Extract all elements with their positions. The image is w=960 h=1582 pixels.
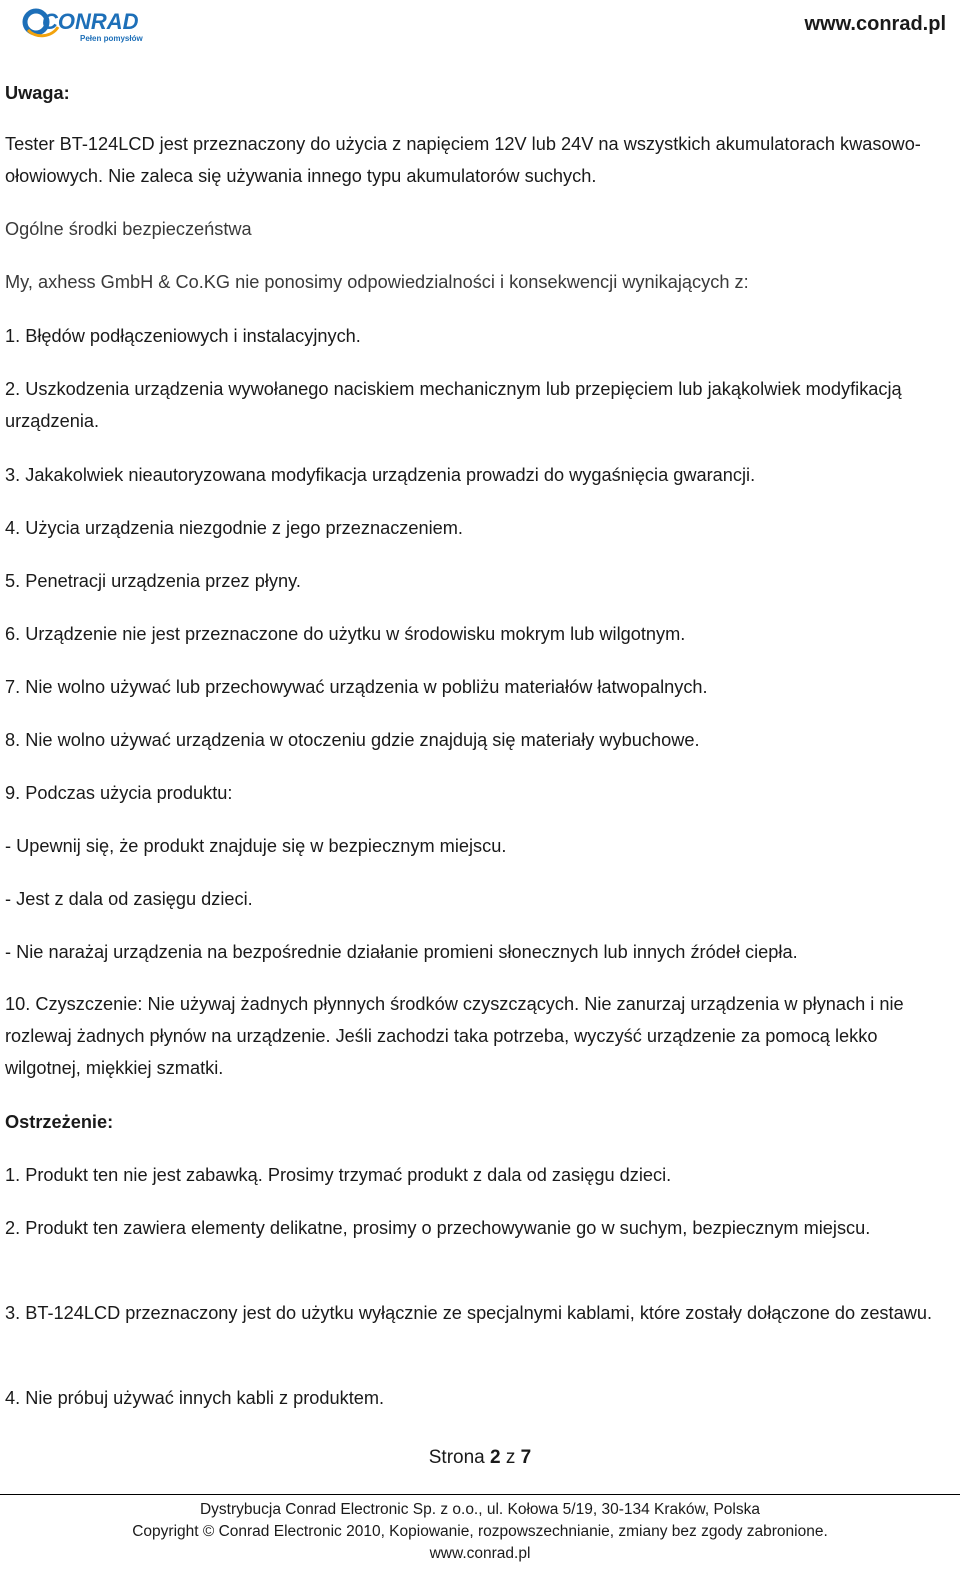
list-item: 4. Użycia urządzenia niezgodnie z jego przeznaczeniem. [5,518,463,538]
page-separator: z [505,1447,516,1468]
liability-intro: My, axhess GmbH & Co.KG nie ponosimy odpowiedzialności i konsekwencji wynikających z: [5,272,749,292]
list-item: 1. Błędów podłączeniowych i instalacyjnych. [5,326,361,346]
warning-heading: Ostrzeżenie: [5,1112,114,1132]
page-header [0,0,960,60]
page-total: 7 [520,1447,532,1468]
footer-copyright: Copyright © Conrad Electronic 2010, Kopiowanie, rozpowszechnianie, zmiany bez zgody zabronione. [132,1523,828,1540]
page-prefix: Strona [428,1447,485,1468]
footer-divider [0,1494,960,1495]
list-item: 7. Nie wolno używać lub przechowywać urządzenia w pobliżu materiałów łatwopalnych. [5,677,708,697]
sub-list-item: - Jest z dala od zasięgu dzieci. [5,889,253,909]
header-site-url[interactable]: www.conrad.pl [804,13,946,35]
note-paragraph: Tester BT-124LCD jest przeznaczony do użycia z napięciem 12V lub 24V na wszystkich akumulatorach kwasowo-ołowiowych. Nie zaleca się używania innego typu akumulatorów suchych. [5,134,921,186]
list-item: 9. Podczas użycia produktu: [5,783,233,803]
safety-heading: Ogólne środki bezpieczeństwa [5,219,252,239]
sub-list-item: - Upewnij się, że produkt znajduje się w bezpiecznym miejscu. [5,836,507,856]
list-item: 2. Uszkodzenia urządzenia wywołanego naciskiem mechanicznym lub przepięciem lub jakąkolwiek modyfikacją urządzenia. [5,379,902,431]
list-item: 6. Urządzenie nie jest przeznaczone do użytku w środowisku mokrym lub wilgotnym. [5,624,686,644]
list-item: 8. Nie wolno używać urządzenia w otoczeniu gdzie znajdują się materiały wybuchowe. [5,730,700,750]
sub-list-item: - Nie narażaj urządzenia na bezpośrednie działanie promieni słonecznych lub innych źródeł ciepła. [5,942,798,962]
page-footer [0,1499,960,1565]
list-item: 3. Jakakolwiek nieautoryzowana modyfikacja urządzenia prowadzi do wygaśnięcia gwarancji. [5,465,756,485]
warning-item: 4. Nie próbuj używać innych kabli z produktem. [5,1388,385,1408]
page-current: 2 [490,1447,501,1468]
list-item: 10. Czyszczenie: Nie używaj żadnych płynnych środków czyszczących. Nie zanurzaj urządzenia w płynach i nie rozlewaj żadnych płynów na urządzenie. Jeśli zachodzi taka potrzeba, wyczyść urządzenie za pomocą lekko wilgotnej, miękkiej szmatki. [5,994,904,1078]
warning-item: 1. Produkt ten nie jest zabawką. Prosimy trzymać produkt z dala od zasięgu dzieci. [5,1165,672,1185]
logo-tagline: Pełen pomysłów [80,34,143,43]
footer-site-url[interactable]: www.conrad.pl [429,1545,531,1562]
footer-distribution: Dystrybucja Conrad Electronic Sp. z o.o., ul. Kołowa 5/19, 30-134 Kraków, Polska [199,1501,760,1518]
page-number [0,1447,960,1469]
warning-item: 2. Produkt ten zawiera elementy delikatne, prosimy o przechowywanie go w suchym, bezpiecznym miejscu. [5,1218,871,1238]
logo-brand: CONRAD [42,9,139,34]
warning-item: 3. BT-124LCD przeznaczony jest do użytku wyłącznie ze specjalnymi kablami, które zostały dołączone do zestawu. [5,1303,932,1323]
list-item: 5. Penetracji urządzenia przez płyny. [5,571,301,591]
conrad-logo [22,5,152,45]
note-heading: Uwaga: [5,83,70,103]
